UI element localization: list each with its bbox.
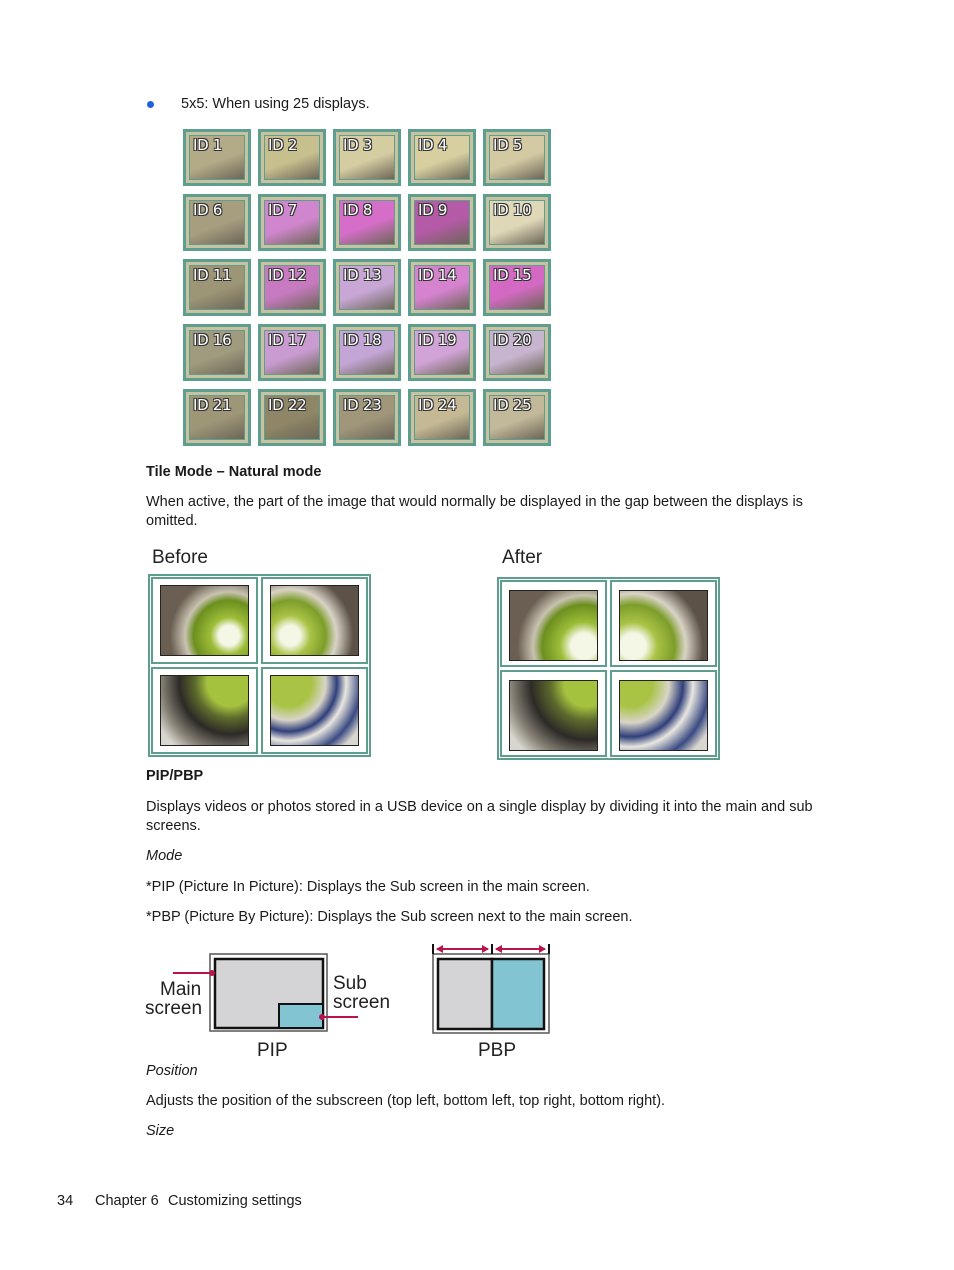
tile-id-label: ID 1: [193, 136, 223, 154]
bullet-icon: [147, 101, 154, 108]
pip-sub-screen: [279, 1004, 323, 1028]
latte-image: [270, 675, 359, 746]
tile-id-label: ID 16: [193, 331, 232, 349]
before-image-grid: [148, 574, 371, 757]
sub-screen-label-line2: screen: [333, 992, 391, 1013]
pip-description: *PIP (Picture In Picture): Displays the Sub screen in the main screen.: [146, 879, 590, 895]
display-tile: [333, 129, 401, 186]
pbp-main-screen: [438, 959, 492, 1029]
tile-id-label: ID 5: [493, 136, 523, 154]
tile-grid-5x5: [183, 129, 551, 446]
display-tile: [183, 129, 251, 186]
tile-id-label: ID 14: [418, 266, 457, 284]
tile-id-label: ID 25: [493, 396, 532, 414]
after-cell: [610, 670, 717, 757]
tile-id-label: ID 24: [418, 396, 457, 414]
display-tile: [333, 259, 401, 316]
display-tile: [483, 259, 551, 316]
tile-id-label: ID 10: [493, 201, 532, 219]
tile-id-label: ID 18: [343, 331, 382, 349]
display-tile: [333, 389, 401, 446]
display-tile: [483, 324, 551, 381]
main-screen-arrow-dot: [209, 970, 215, 976]
display-tile: [183, 389, 251, 446]
display-tile: [333, 194, 401, 251]
sub-screen-arrow-dot: [319, 1014, 325, 1020]
display-tile: [408, 129, 476, 186]
tile-id-label: ID 13: [343, 266, 382, 284]
after-cell: [610, 580, 717, 667]
latte-image: [619, 680, 708, 751]
after-cell: [500, 670, 607, 757]
before-label: Before: [152, 547, 208, 568]
display-tile: [408, 259, 476, 316]
tile-id-label: ID 23: [343, 396, 382, 414]
display-tile: [483, 194, 551, 251]
pip-caption: PIP: [257, 1040, 288, 1061]
display-tile: [183, 194, 251, 251]
sub-screen-label-line1: Sub: [333, 973, 367, 994]
display-tile: [483, 389, 551, 446]
main-screen-label-line1: Main: [160, 979, 202, 1000]
latte-image: [160, 675, 249, 746]
after-image-grid: [497, 577, 720, 760]
paragraph-tile-mode: When active, the part of the image that would normally be displayed in the gap between the displays is omitted.: [146, 494, 803, 529]
pbp-description: *PBP (Picture By Picture): Displays the Sub screen next to the main screen.: [146, 909, 633, 925]
latte-image: [509, 680, 598, 751]
tile-id-label: ID 19: [418, 331, 457, 349]
tile-id-label: ID 3: [343, 136, 373, 154]
latte-image: [509, 590, 598, 661]
mode-label: Mode: [146, 848, 183, 864]
tile-id-label: ID 6: [193, 201, 223, 219]
before-cell: [151, 577, 258, 664]
position-paragraph: Adjusts the position of the subscreen (top left, bottom left, top right, bottom right).: [146, 1093, 666, 1109]
after-label: After: [502, 547, 543, 568]
tile-id-label: ID 15: [493, 266, 532, 284]
display-tile: [408, 324, 476, 381]
main-screen-label-line2: screen: [145, 998, 203, 1019]
before-cell: [261, 577, 368, 664]
tile-id-label: ID 7: [268, 201, 298, 219]
tile-id-label: ID 12: [268, 266, 307, 284]
page-number: 34: [57, 1193, 74, 1209]
before-cell: [261, 667, 368, 754]
tile-id-label: ID 8: [343, 201, 373, 219]
tile-id-label: ID 9: [418, 201, 448, 219]
display-tile: [333, 324, 401, 381]
size-label: Size: [146, 1123, 175, 1139]
footer-chapter-title: Customizing settings: [168, 1193, 302, 1209]
latte-image: [270, 585, 359, 656]
display-tile: [483, 129, 551, 186]
pbp-caption: PBP: [478, 1040, 517, 1061]
display-tile: [183, 324, 251, 381]
latte-image: [160, 585, 249, 656]
after-cell: [500, 580, 607, 667]
tile-id-label: ID 20: [493, 331, 532, 349]
heading-pip-pbp: PIP/PBP: [146, 768, 204, 784]
display-tile: [258, 259, 326, 316]
tile-id-label: ID 22: [268, 396, 307, 414]
bullet-text: 5x5: When using 25 displays.: [181, 96, 370, 112]
latte-image: [619, 590, 708, 661]
display-tile: [183, 259, 251, 316]
paragraph-pip-pbp: Displays videos or photos stored in a USB device on a single display by dividing it into the main and sub screens.: [146, 799, 813, 834]
tile-id-label: ID 21: [193, 396, 232, 414]
footer-chapter: Chapter 6: [95, 1193, 159, 1209]
tile-id-label: ID 11: [193, 266, 232, 284]
display-tile: [258, 389, 326, 446]
position-label: Position: [146, 1063, 198, 1079]
heading-tile-mode: Tile Mode – Natural mode: [146, 464, 322, 480]
display-tile: [258, 194, 326, 251]
tile-id-label: ID 2: [268, 136, 298, 154]
display-tile: [408, 389, 476, 446]
display-tile: [258, 129, 326, 186]
display-tile: [408, 194, 476, 251]
tile-id-label: ID 17: [268, 331, 307, 349]
pbp-sub-screen: [492, 959, 544, 1029]
display-tile: [258, 324, 326, 381]
before-cell: [151, 667, 258, 754]
tile-id-label: ID 4: [418, 136, 448, 154]
